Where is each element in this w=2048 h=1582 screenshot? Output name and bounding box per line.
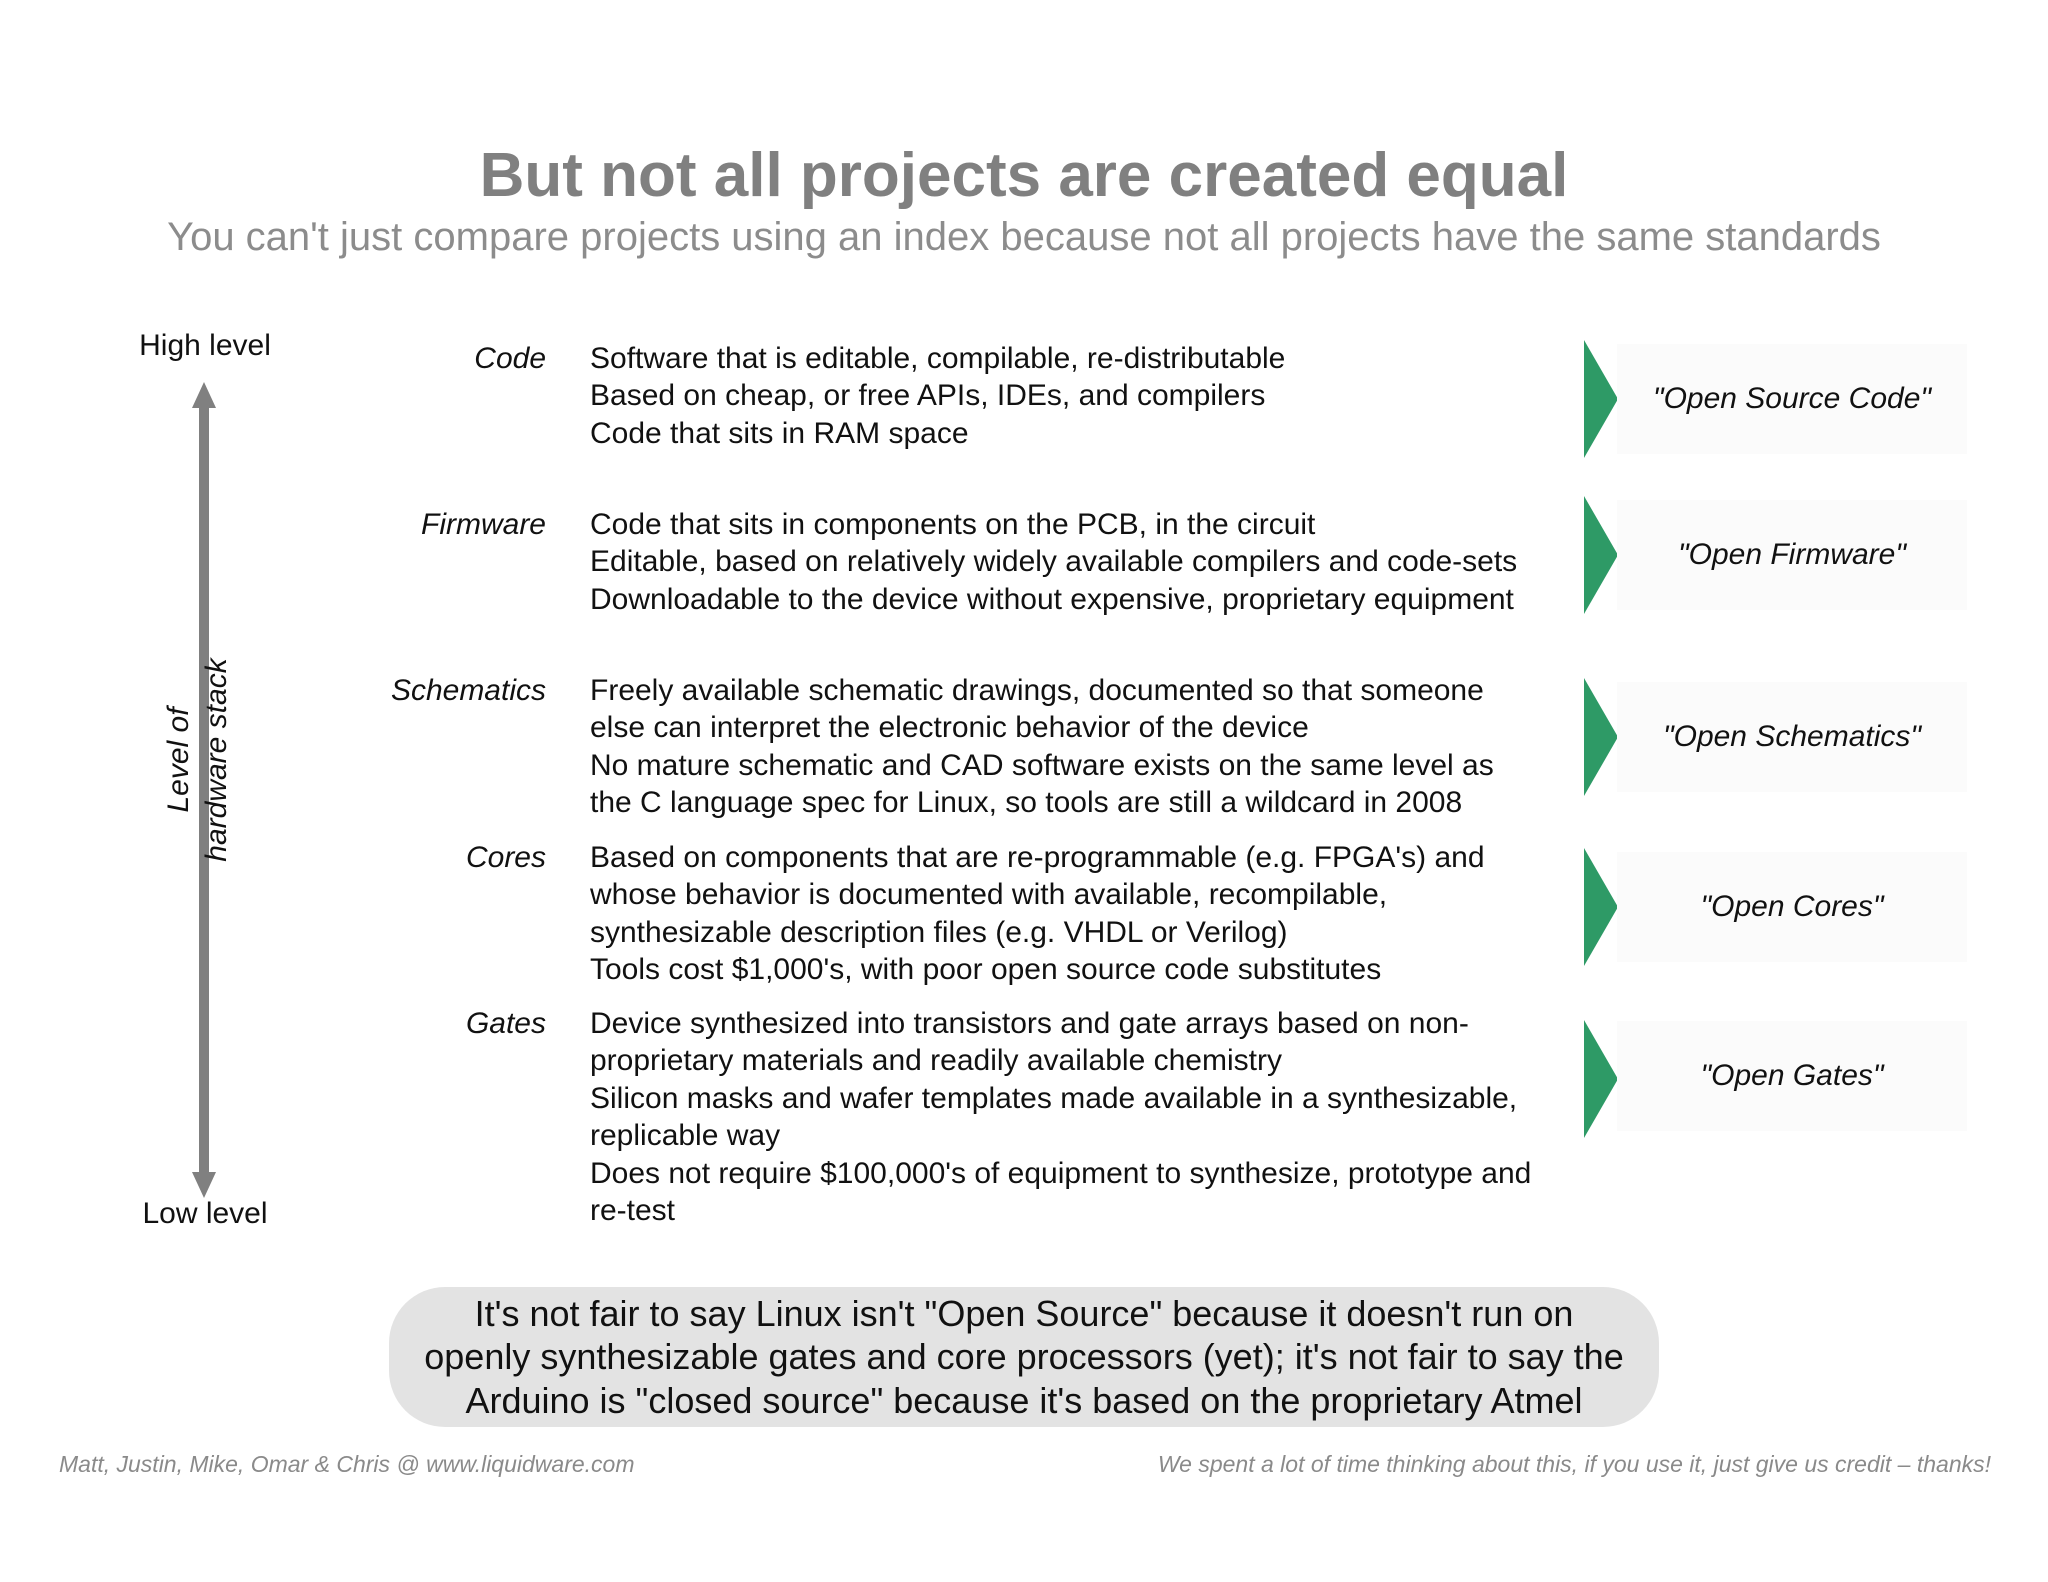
open-label: "Open Source Code" [1617, 344, 1967, 454]
row-description [590, 672, 1600, 822]
description-line: Based on components that are re-programmable (e.g. FPGA's) and [590, 841, 1485, 874]
chevron-right-icon [1584, 496, 1618, 614]
callout-line: openly synthesizable gates and core processors (yet); it's not fair to say the [424, 1336, 1624, 1378]
open-label: "Open Gates" [1617, 1021, 1967, 1131]
description-line: whose behavior is documented with available, recompilable, [590, 878, 1388, 912]
description-line: Tools cost $1,000's, with poor open source code substitutes [590, 953, 1382, 987]
row-description [590, 839, 1600, 989]
axis-title-line1: Level of [162, 707, 195, 813]
row-description [590, 340, 1600, 452]
footer-credits: Matt, Justin, Mike, Omar & Chris @ www.liquidware.com [59, 1451, 635, 1477]
description-line: proprietary materials and readily available chemistry [590, 1044, 1282, 1078]
chevron-right-icon [1584, 678, 1618, 796]
description-line: else can interpret the electronic behavior of the device [590, 711, 1309, 745]
axis-title-line2: hardware stack [200, 658, 233, 862]
page-subtitle: You can't just compare projects using an index because not all projects have the same standards [167, 215, 1881, 259]
description-line: Code that sits in RAM space [590, 416, 969, 450]
arrow-down-head [192, 1172, 216, 1198]
chevron-right-icon [1584, 848, 1618, 966]
description-line: re-test [590, 1194, 676, 1228]
footer-note: We spent a lot of time thinking about this, if you use it, just give us credit – thanks! [1157, 1451, 1991, 1477]
callout-box [389, 1287, 1659, 1427]
row-description [590, 506, 1600, 618]
page-title: But not all projects are created equal [479, 141, 1569, 210]
description-line: Downloadable to the device without expensive, proprietary equipment [590, 582, 1514, 616]
description-line: Software that is editable, compilable, re-distributable [590, 342, 1286, 375]
description-line: Device synthesized into transistors and gate arrays based on non- [590, 1007, 1469, 1040]
description-line: Does not require $100,000's of equipment to synthesize, prototype and [590, 1156, 1532, 1190]
description-line: synthesizable description files (e.g. VHDL or Verilog) [590, 915, 1288, 949]
description-line: No mature schematic and CAD software exists on the same level as [590, 748, 1494, 782]
row-description [590, 1005, 1600, 1229]
category-label: Gates [465, 1007, 546, 1040]
category-label: Schematics [390, 674, 546, 707]
description-line: Freely available schematic drawings, documented so that someone [590, 674, 1484, 707]
description-line: Based on cheap, or free APIs, IDEs, and compilers [590, 379, 1266, 413]
arrow-up-head [192, 382, 216, 408]
open-label: "Open Firmware" [1617, 500, 1967, 610]
description-line: replicable way [590, 1119, 781, 1153]
category-label: Firmware [421, 508, 546, 541]
axis-title [160, 560, 240, 960]
category-label: Cores [465, 841, 546, 874]
description-line: Silicon masks and wafer templates made available in a synthesizable, [590, 1081, 1518, 1115]
axis-low-label: Low level [142, 1197, 268, 1230]
callout-line: It's not fair to say Linux isn't "Open Source" because it doesn't run on [474, 1292, 1574, 1334]
description-line: the C language spec for Linux, so tools are still a wildcard in 2008 [590, 786, 1463, 820]
open-label: "Open Schematics" [1617, 682, 1967, 792]
category-label: Code [474, 342, 546, 375]
description-line: Code that sits in components on the PCB, in the circuit [590, 508, 1316, 541]
callout-line: Arduino is "closed source" because it's based on the proprietary Atmel [465, 1379, 1583, 1421]
chevron-right-icon [1584, 1020, 1618, 1138]
description-line: Editable, based on relatively widely available compilers and code-sets [590, 545, 1518, 579]
chevron-right-icon [1584, 340, 1618, 458]
open-label: "Open Cores" [1617, 852, 1967, 962]
axis-high-label: High level [139, 329, 271, 362]
